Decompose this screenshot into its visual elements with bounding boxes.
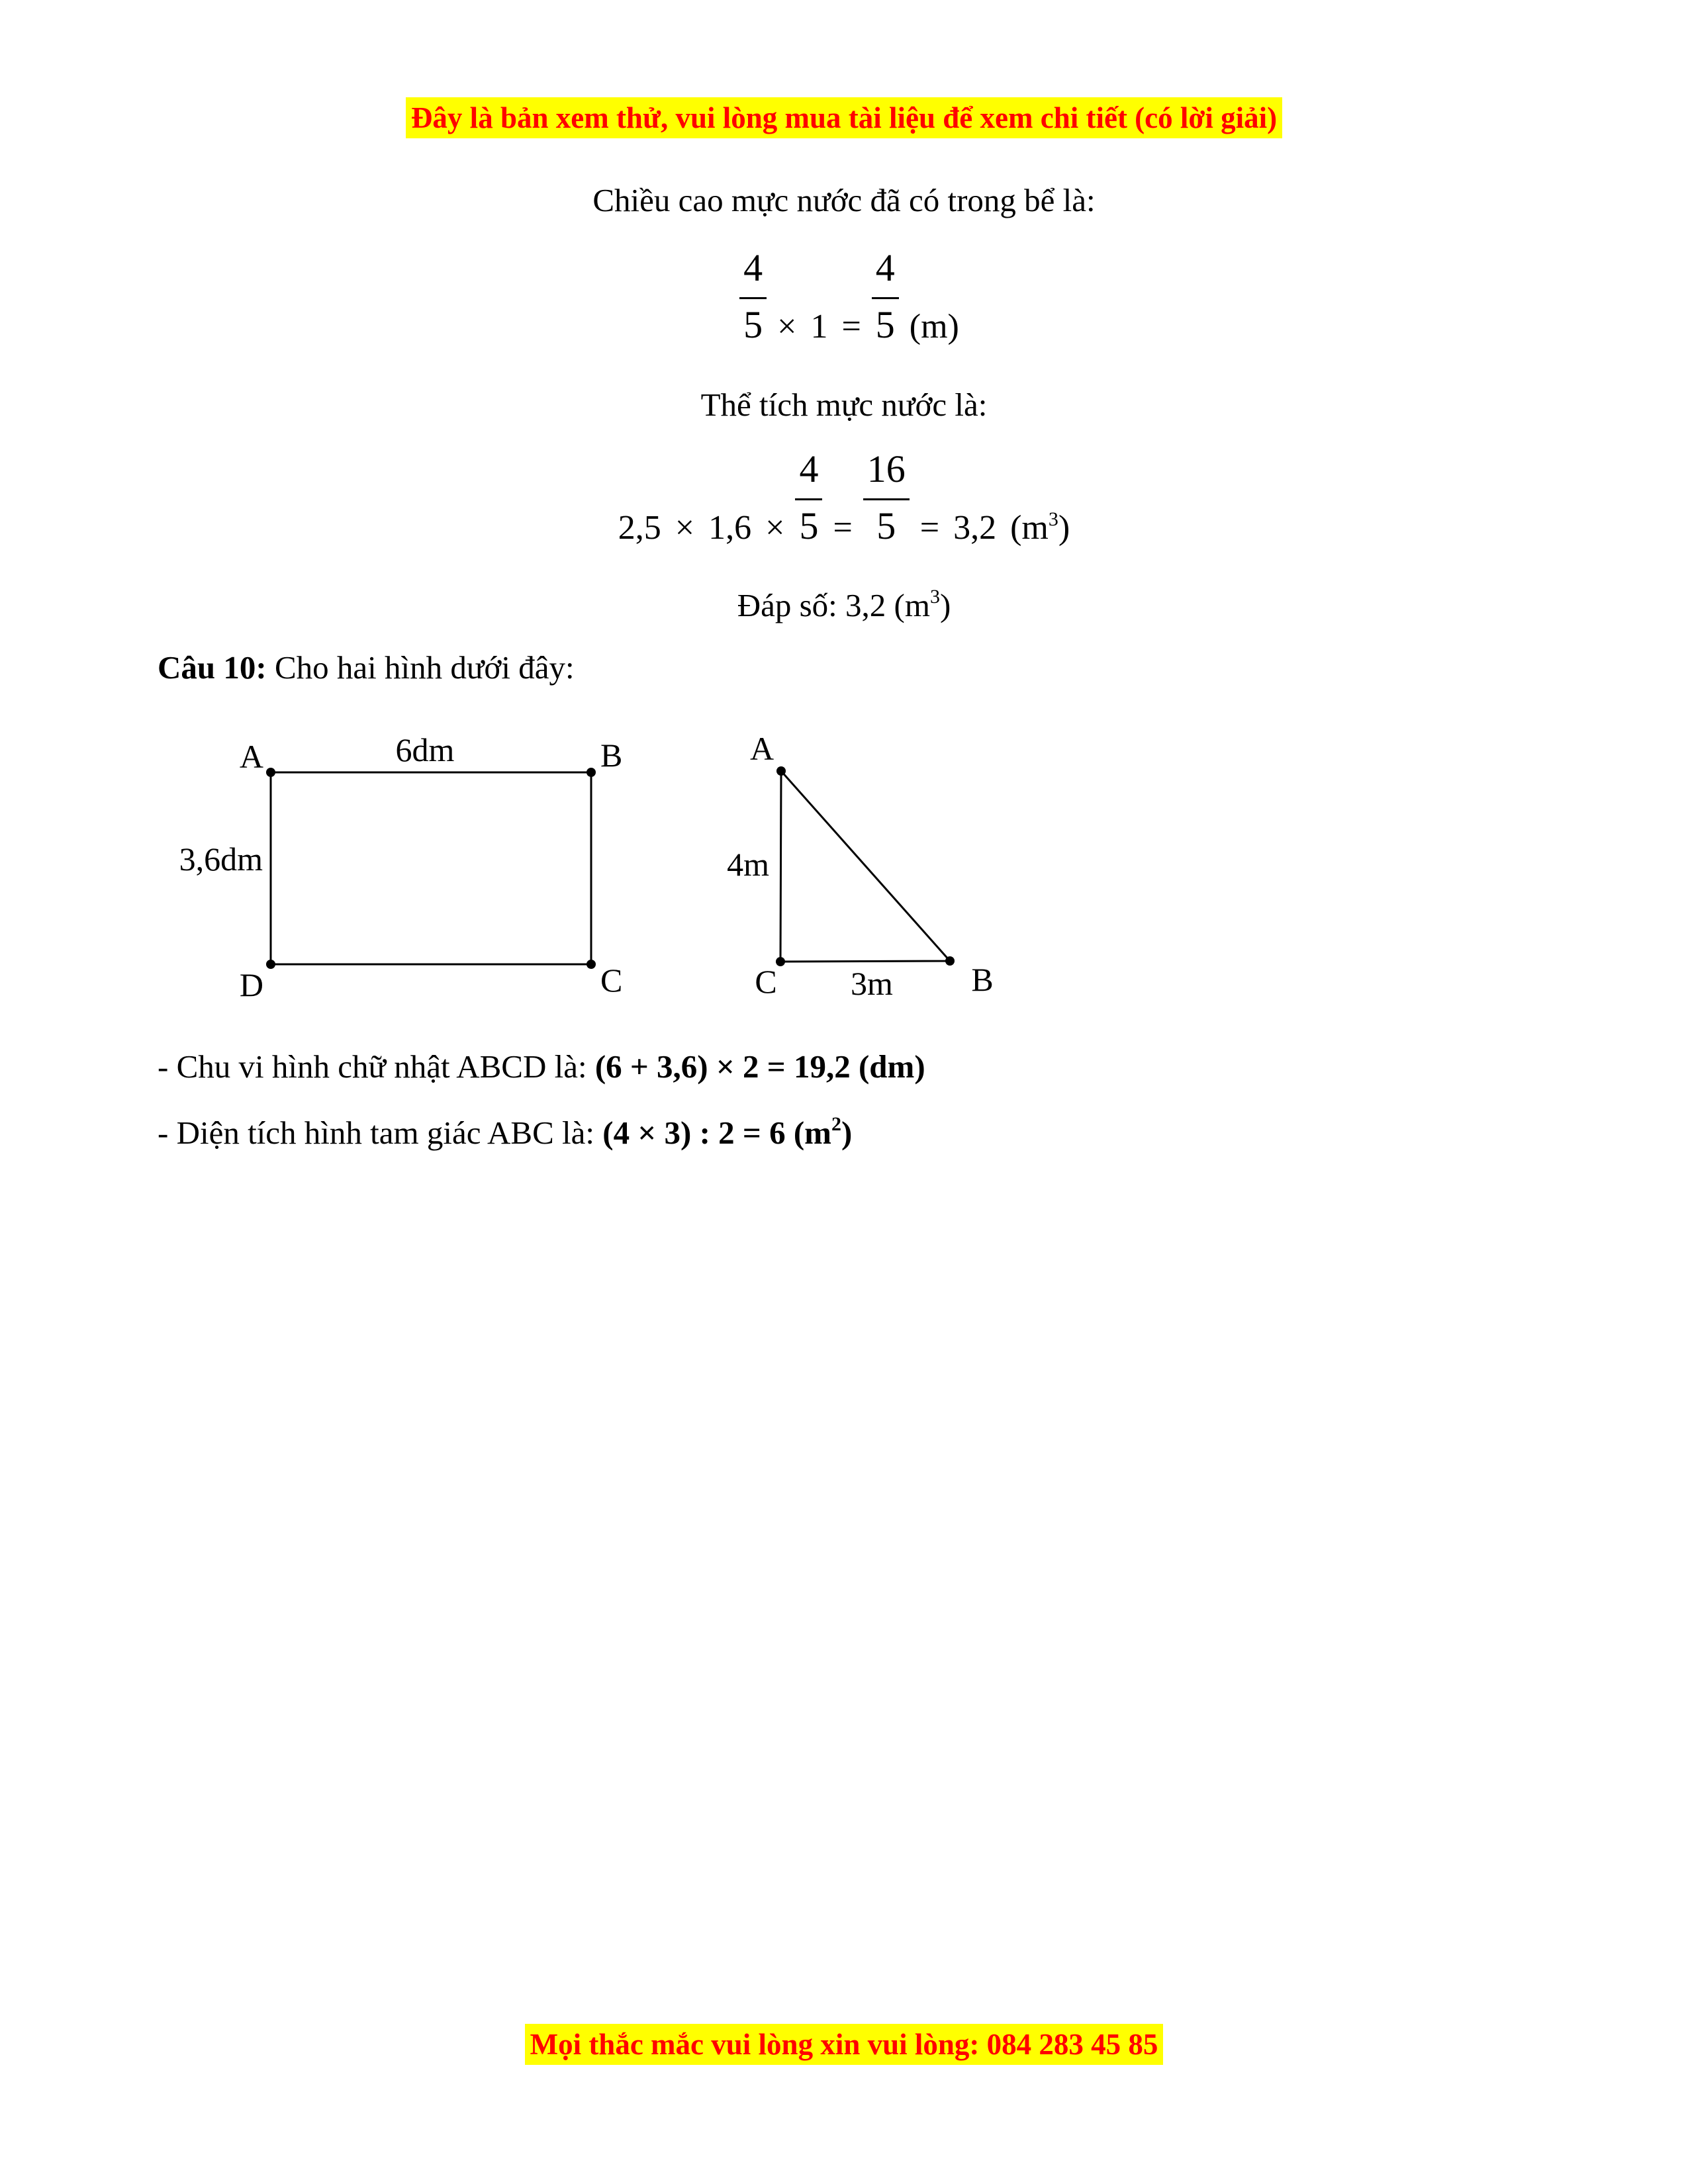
vertex-dot-a bbox=[266, 768, 275, 777]
vertex-label-a: A bbox=[749, 730, 774, 767]
fraction-numerator: 4 bbox=[799, 447, 819, 490]
answer-line bbox=[0, 585, 1688, 626]
answer-superscript: 3 bbox=[929, 586, 940, 608]
vertex-label-a: A bbox=[239, 738, 263, 775]
vertex-dot-d bbox=[266, 960, 275, 969]
water-height-equation bbox=[0, 246, 1688, 346]
equation-operator: × 1 = bbox=[777, 308, 861, 345]
fraction-sixteen-fifths bbox=[863, 447, 910, 547]
area-formula bbox=[602, 1115, 852, 1151]
fraction-four-fifths-result bbox=[872, 246, 899, 346]
equation-equals: = bbox=[833, 509, 853, 547]
result-close: ) bbox=[1058, 509, 1070, 547]
question-10-label: Câu 10: bbox=[158, 649, 267, 686]
fraction-four-fifths bbox=[739, 246, 767, 346]
perimeter-line bbox=[158, 1046, 1556, 1087]
vertex-label-c: C bbox=[755, 963, 777, 1000]
result-superscript: 3 bbox=[1048, 508, 1058, 530]
area-line bbox=[158, 1113, 1556, 1154]
water-height-heading: Chiều cao mực nước đã có trong bể là: bbox=[592, 182, 1096, 218]
rectangle-width-label: 6dm bbox=[395, 731, 455, 768]
triangle-height-label: 4m bbox=[727, 846, 769, 883]
triangle-abc bbox=[780, 771, 950, 962]
fraction-bar bbox=[863, 498, 910, 500]
question-10-heading bbox=[158, 647, 1556, 688]
answer-close: ) bbox=[939, 587, 951, 623]
fraction-denominator: 5 bbox=[875, 303, 895, 346]
vertex-dot-b bbox=[586, 768, 596, 777]
contact-notice-text: Mọi thắc mắc vui lòng xin vui lòng: 084 283 45 85 bbox=[525, 2024, 1164, 2065]
fraction-numerator: 4 bbox=[875, 246, 895, 289]
volume-equation bbox=[0, 447, 1688, 547]
equation-prefix: 2,5 × 1,6 × bbox=[618, 509, 785, 547]
perimeter-text: - Chu vi hình chữ nhật ABCD là: bbox=[158, 1048, 595, 1085]
preview-notice-text: Đây là bản xem thử, vui lòng mua tài liệu để xem chi tiết (có lời giải) bbox=[406, 97, 1282, 138]
vertex-label-b: B bbox=[600, 737, 623, 774]
area-text: - Diện tích hình tam giác ABC là: bbox=[158, 1115, 603, 1151]
area-formula-text: (4 × 3) : 2 = 6 (m bbox=[602, 1115, 831, 1151]
vertex-dot-c bbox=[776, 957, 785, 966]
question-10-intro: Cho hai hình dưới đây: bbox=[266, 649, 575, 686]
fraction-denominator: 5 bbox=[876, 504, 896, 547]
volume-heading: Thể tích mực nước là: bbox=[700, 387, 988, 423]
triangle-base-label: 3m bbox=[851, 965, 893, 1002]
vertex-label-b: B bbox=[971, 961, 994, 998]
triangle-figure bbox=[688, 703, 1033, 1014]
fraction-bar bbox=[739, 297, 767, 299]
rectangle-height-label: 3,6dm bbox=[179, 841, 263, 878]
fraction-denominator: 5 bbox=[799, 504, 819, 547]
answer-text: Đáp số: 3,2 (m bbox=[737, 587, 930, 623]
area-formula-close: ) bbox=[841, 1115, 853, 1151]
fraction-numerator: 4 bbox=[743, 246, 763, 289]
contact-notice-banner bbox=[0, 2024, 1688, 2065]
perimeter-formula: (6 + 3,6) × 2 = 19,2 (dm) bbox=[594, 1048, 925, 1085]
fraction-bar bbox=[872, 297, 899, 299]
vertex-dot-c bbox=[586, 960, 596, 969]
fraction-denominator: 5 bbox=[743, 303, 763, 346]
rectangle-figure bbox=[165, 703, 629, 1014]
result-text: = 3,2 (m bbox=[919, 509, 1049, 547]
equation-unit: (m) bbox=[909, 308, 959, 345]
area-superscript: 2 bbox=[831, 1113, 841, 1135]
fraction-bar bbox=[795, 498, 822, 500]
vertex-label-d: D bbox=[239, 966, 263, 1003]
fraction-numerator: 16 bbox=[867, 447, 906, 490]
vertex-dot-b bbox=[945, 956, 955, 966]
vertex-label-c: C bbox=[600, 962, 623, 999]
equation-result bbox=[920, 509, 1070, 547]
vertex-dot-a bbox=[776, 766, 786, 776]
fraction-four-fifths bbox=[795, 447, 822, 547]
preview-notice-banner bbox=[0, 97, 1688, 138]
rectangle-abcd bbox=[271, 772, 591, 964]
